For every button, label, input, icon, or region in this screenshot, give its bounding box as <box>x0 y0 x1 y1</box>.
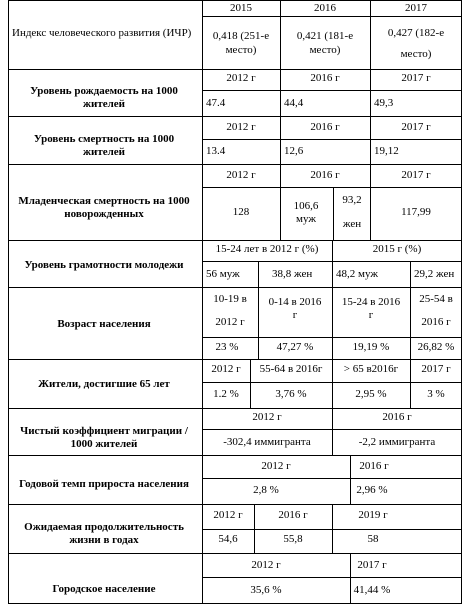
row-divider <box>8 504 462 505</box>
cell-value: 49,3 <box>374 97 394 109</box>
table-border-left <box>8 0 9 604</box>
row-label-migration: Чистый коэффициент миграции / <box>20 425 188 437</box>
cell-value: 56 муж <box>206 268 240 280</box>
row-label-death-rate: жителей <box>83 146 125 158</box>
row-label-elderly: Жители, достигшие 65 лет <box>38 378 170 390</box>
row-divider <box>202 16 462 17</box>
table-border-bottom <box>8 603 462 604</box>
cell-value-male: муж <box>296 213 316 225</box>
cell-year: 2016 г <box>310 169 340 181</box>
cell-value: 13.4 <box>206 145 226 157</box>
cell-value: 19,19 % <box>352 341 390 353</box>
col-divider <box>280 164 281 240</box>
cell-age-header: 15-24 в 2016 <box>341 296 401 308</box>
cell-value: 0,418 (251-е <box>212 30 270 42</box>
cell-year: 2016 г <box>310 121 340 133</box>
row-divider <box>8 116 462 117</box>
row-label-life-expectancy: жизни в годах <box>69 534 139 546</box>
cell-value: 3 % <box>427 388 445 400</box>
row-divider <box>8 455 462 456</box>
row-divider <box>202 90 462 91</box>
cell-value: 48,2 муж <box>336 268 378 280</box>
cell-year: > 65 в2016г <box>343 363 399 375</box>
col-divider <box>410 287 411 359</box>
cell-year: 2016 г <box>310 72 340 84</box>
cell-year: 2016 г <box>278 509 308 521</box>
row-label-infant-mortality: Младенческая смертность на 1000 <box>18 195 190 207</box>
cell-year: 55-64 в 2016г <box>259 363 323 375</box>
cell-value: 35,6 % <box>250 584 282 596</box>
cell-value: 26,82 % <box>417 341 455 353</box>
col-divider <box>280 0 281 69</box>
cell-value: 1.2 % <box>213 388 239 400</box>
cell-value: 0,427 (182-е <box>387 27 445 39</box>
cell-age-header: 2012 г <box>215 316 245 328</box>
cell-age-header: 0-14 в 2016 <box>268 296 322 308</box>
label-column-divider <box>202 0 203 604</box>
cell-value: 2,95 % <box>355 388 387 400</box>
cell-value: 117,99 <box>401 206 431 218</box>
cell-value: 19,12 <box>374 145 399 157</box>
cell-age-header: г <box>368 309 374 321</box>
cell-value: 58 <box>367 533 379 545</box>
col-divider <box>254 504 255 553</box>
cell-value: 2,96 % <box>356 484 388 496</box>
cell-value: 41,44 % <box>353 584 391 596</box>
row-label-urban-population: Городское население <box>52 583 156 595</box>
row-divider <box>8 553 462 554</box>
col-divider <box>332 359 333 408</box>
col-divider <box>350 553 351 604</box>
table-border-right <box>461 0 462 604</box>
row-divider <box>202 139 462 140</box>
cell-year: 2012 г <box>261 460 291 472</box>
row-divider <box>202 478 462 479</box>
cell-year: 2017 г <box>421 363 451 375</box>
cell-year: 2012 г <box>213 509 243 521</box>
cell-year: 2017 г <box>401 72 431 84</box>
col-divider <box>258 261 259 287</box>
cell-value: 3,76 % <box>275 388 307 400</box>
cell-value: место) <box>309 44 341 56</box>
cell-age-header: 2016 г <box>421 316 451 328</box>
row-label-hdi: Индекс человеческого развития (ИЧР) <box>12 27 192 39</box>
cell-value: 44,4 <box>284 97 304 109</box>
col-divider <box>332 240 333 287</box>
cell-value: 38,8 жен <box>272 268 313 280</box>
row-label-birth-rate: Уровень рождаемость на 1000 <box>30 85 178 97</box>
row-label-life-expectancy: Ожидаемая продолжительность <box>24 521 184 533</box>
row-label-growth-rate: Годовой темп прироста населения <box>19 478 189 490</box>
row-divider <box>202 577 462 578</box>
cell-age-header: 25-54 в <box>419 293 453 305</box>
cell-value: место) <box>400 48 432 60</box>
row-divider <box>8 359 462 360</box>
col-divider <box>332 287 333 359</box>
row-divider <box>8 240 462 241</box>
cell-year: 2015 <box>230 2 252 14</box>
row-divider <box>202 187 462 188</box>
cell-value: 47.4 <box>206 97 226 109</box>
cell-year: 2017 <box>405 2 427 14</box>
cell-group-header: 2015 г (%) <box>372 243 422 255</box>
cell-value: -2,2 иммигранта <box>358 436 436 448</box>
row-label-youth-literacy: Уровень грамотности молодежи <box>24 259 184 271</box>
cell-year: 2012 г <box>226 121 256 133</box>
table-border-top <box>8 0 462 1</box>
cell-year: 2012 г <box>226 169 256 181</box>
cell-year: 2012 г <box>226 72 256 84</box>
row-divider <box>8 164 462 165</box>
cell-value: -302,4 иммигранта <box>223 436 311 448</box>
col-divider <box>410 261 411 287</box>
cell-year: 2019 г <box>358 509 388 521</box>
row-divider <box>8 287 462 288</box>
cell-value: 54,6 <box>218 533 238 545</box>
cell-year: 2012 г <box>252 411 282 423</box>
col-divider <box>332 408 333 455</box>
row-label-birth-rate: жителей <box>83 98 125 110</box>
cell-value: 128 <box>232 206 250 218</box>
row-divider <box>8 408 462 409</box>
col-divider <box>410 359 411 408</box>
col-divider <box>370 164 371 240</box>
cell-year: 2012 г <box>251 559 281 571</box>
col-divider <box>370 69 371 164</box>
col-divider <box>332 504 333 553</box>
cell-year: 2016 г <box>382 411 412 423</box>
cell-age-header: г <box>292 309 298 321</box>
col-divider <box>333 187 334 240</box>
row-label-population-age: Возраст населения <box>57 318 151 330</box>
cell-value: 55,8 <box>283 533 303 545</box>
cell-group-header: 15-24 лет в 2012 г (%) <box>215 243 319 255</box>
cell-value: 47,27 % <box>276 341 314 353</box>
col-divider <box>280 69 281 164</box>
row-label-death-rate: Уровень смертность на 1000 <box>33 133 175 145</box>
cell-year: 2017 г <box>401 121 431 133</box>
cell-year: 2016 г <box>359 460 389 472</box>
cell-value: 29,2 жен <box>414 268 455 280</box>
cell-value: 12,6 <box>284 145 304 157</box>
col-divider <box>350 455 351 504</box>
cell-value-female: жен <box>342 218 362 230</box>
cell-value-female: 93,2 <box>342 194 362 206</box>
cell-value: место) <box>225 44 257 56</box>
col-divider <box>250 359 251 408</box>
row-divider <box>8 69 462 70</box>
cell-value: 23 % <box>215 341 239 353</box>
cell-value-male: 106,6 <box>293 200 319 212</box>
row-label-infant-mortality: новорожденных <box>64 208 144 220</box>
cell-age-header: 10-19 в <box>213 293 247 305</box>
cell-year: 2012 г <box>211 363 241 375</box>
row-label-migration: 1000 жителей <box>70 438 138 450</box>
cell-value: 0,421 (181-е <box>296 30 354 42</box>
cell-year: 2017 г <box>401 169 431 181</box>
col-divider <box>258 287 259 359</box>
cell-year: 2017 г <box>357 559 387 571</box>
cell-value: 2,8 % <box>253 484 279 496</box>
cell-year: 2016 <box>314 2 336 14</box>
col-divider <box>370 0 371 69</box>
